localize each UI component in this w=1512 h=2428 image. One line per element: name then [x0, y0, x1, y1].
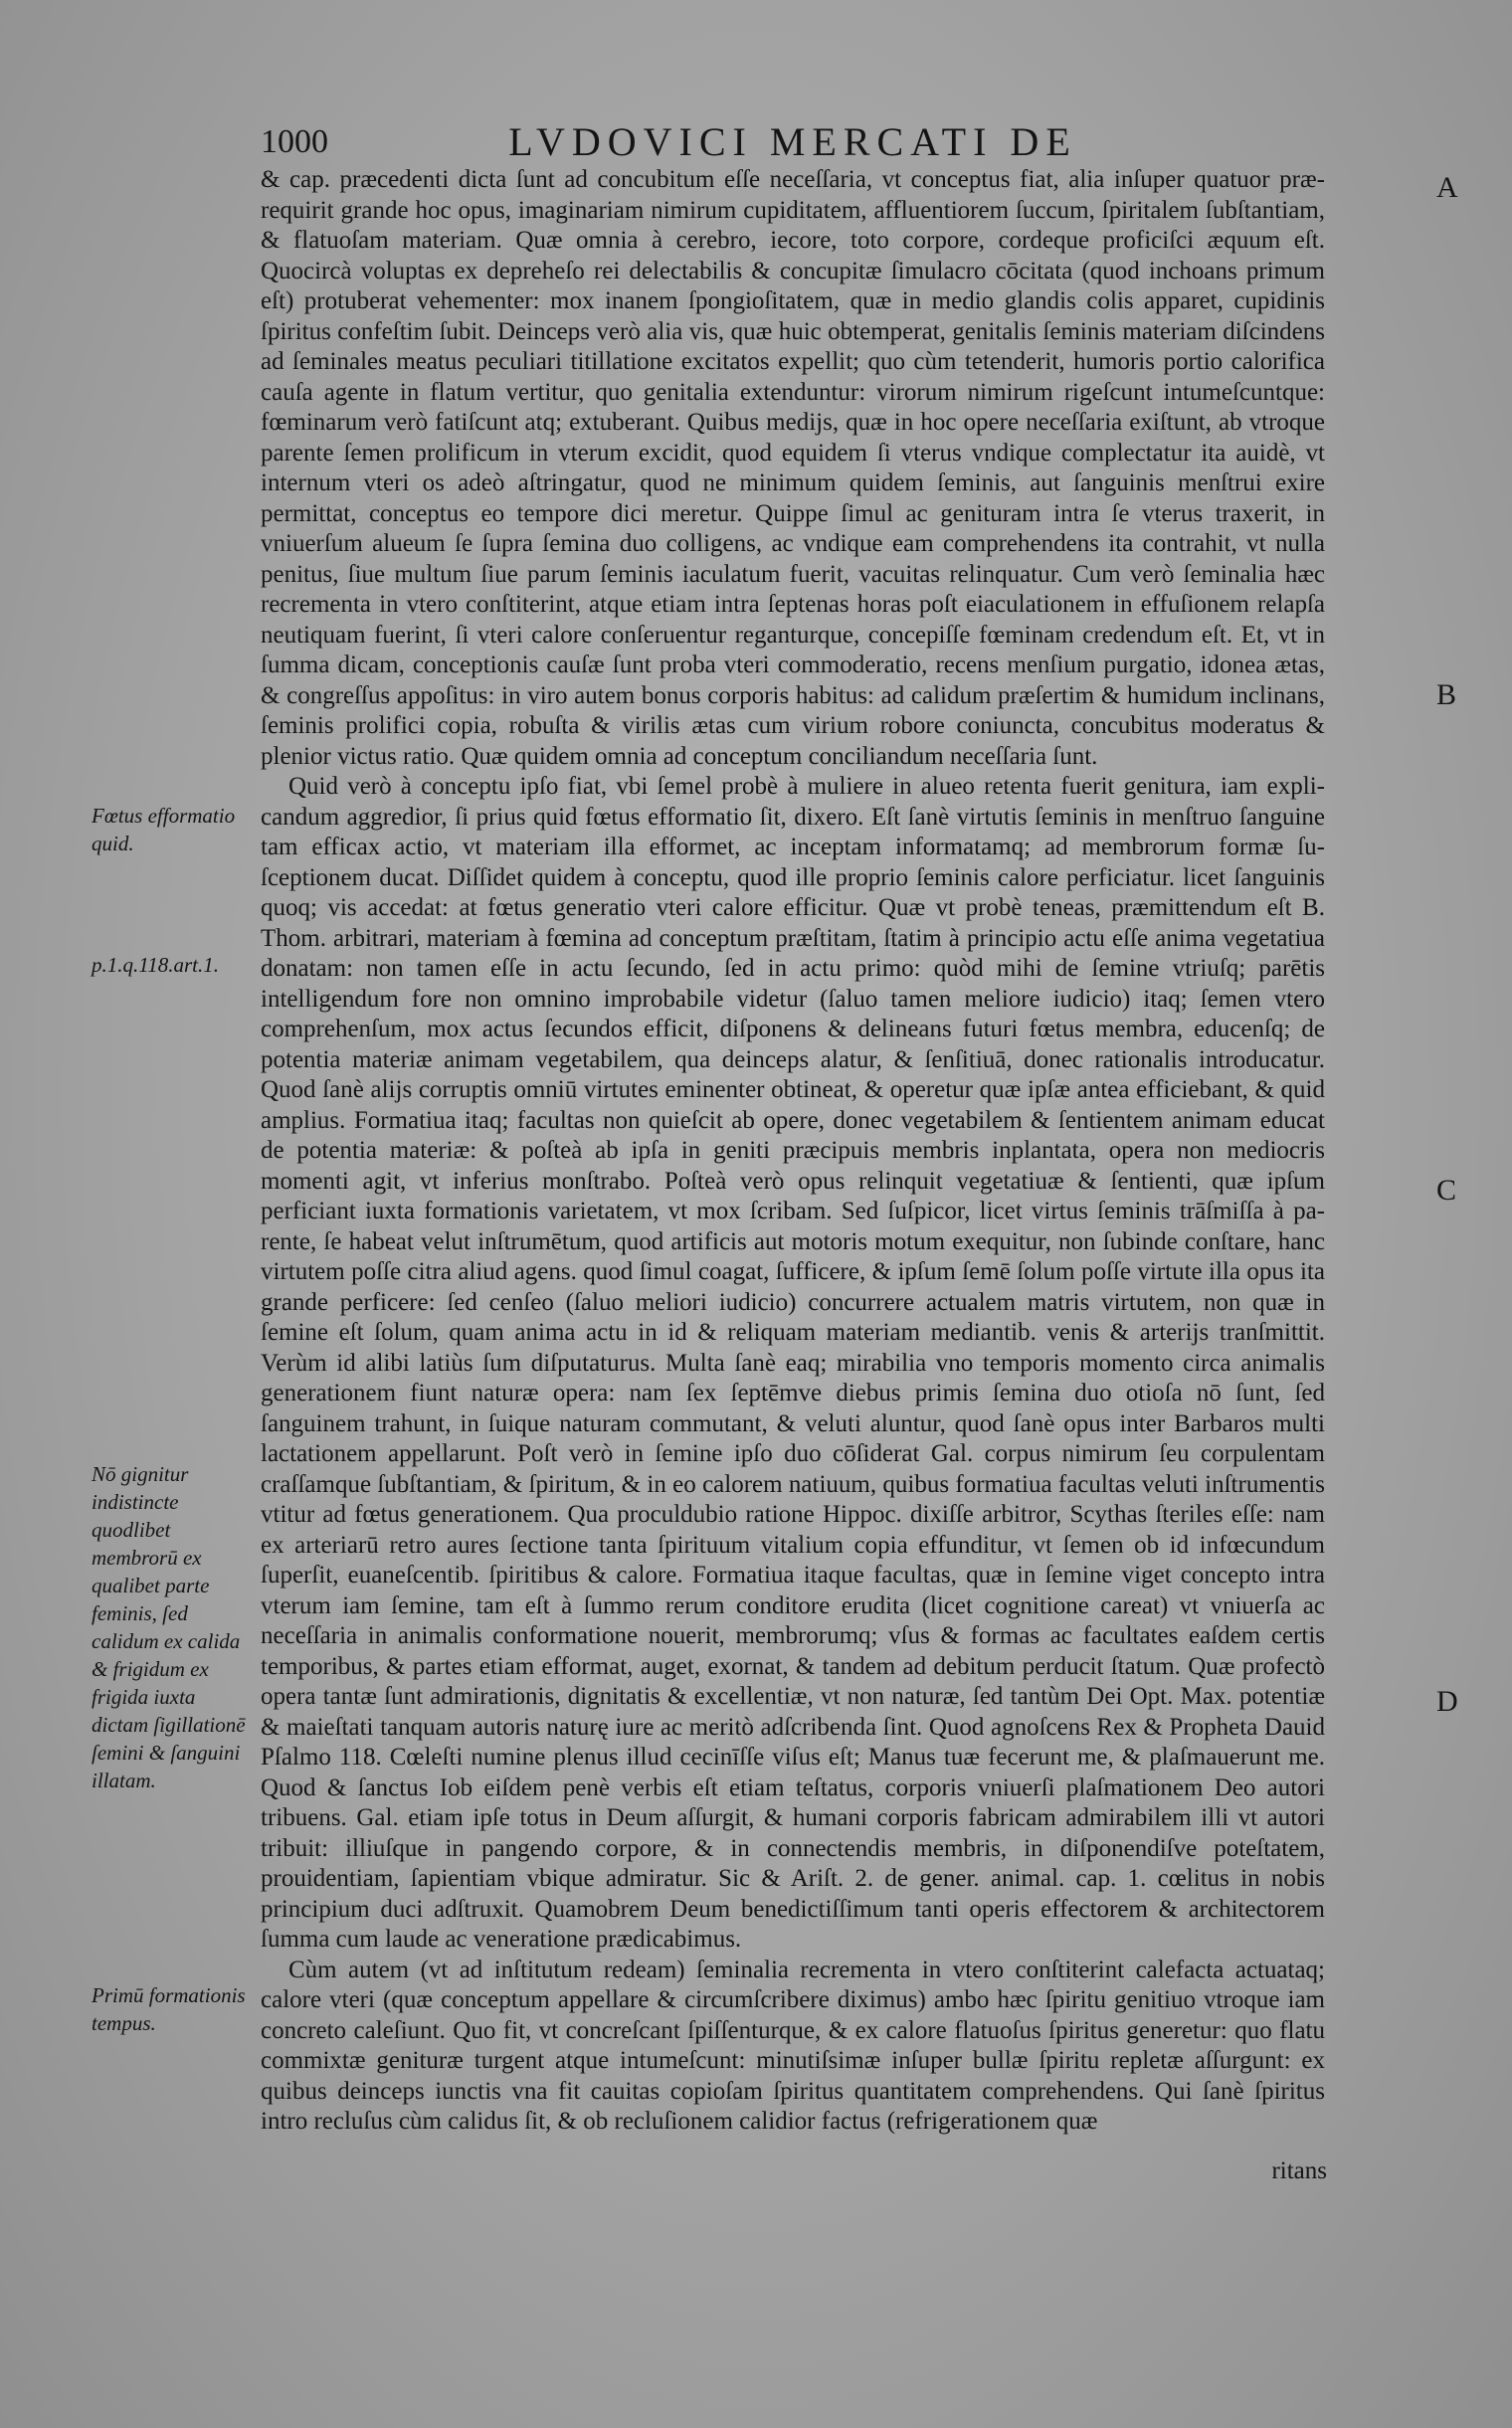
margin-note: Nō gignitur indistincte quodlibet membrorū ex qualibet parte feminis, ſed calidum ex calida & frigidum ex frigida iuxta dictam ſigillationē ſemini & ſanguini illatam. [92, 1462, 246, 1792]
page-number: 1000 [261, 123, 328, 160]
paragraph: & cap. præcedenti dicta ſunt ad concubitum eſſe neceſſaria, vt conceptus fiat, alia inſuper quatuor prærequirit grande hoc opus, imaginariam nimirum cupiditatem, affluentiorem ſuccum, ſpiritalem ſubſtantiam, & flatuoſam materiam. Quæ omnia à cerebro, iecore, toto corpore, cordeque proficiſci æquum eſt. Quocircà voluptas ex depreheſo rei delectabilis & concupitæ ſimulacro cōcitata (quod inchoans primum eſt) protuberat vehementer: mox inanem ſpongioſitatem, quæ in medio glandis colis apparet, cupidinis ſpiritus confeſtim ſubit. Deinceps verò alia vis, quæ huic obtemperat, genitalis ſeminis materiam diſcindens ad ſeminales meatus peculiari titillatione excitatos expellit; quo cùm tetenderit, humoris portio calorifica cauſa agente in flatum vertitur, quo genitalia extenduntur: virorum nimirum rigeſcunt intumeſcuntque: fœminarum verò fatiſcunt atq; extuberant. Quibus medijs, quæ in hoc opere neceſſaria exiſtunt, ab vtroque parente ſemen prolificum in vterum excidit, quod equidem ſi vterus vndique complectatur ita auidè, vt internum vteri os adeò aſtringatur, quod ne minimum quidem ſeminis, aut ſanguinis menſtrui exire permittat, conceptus eo tempore dici meretur. Quippe ſimul ac genituram intra ſe vterus traxerit, in vniuerſum alueum ſe ſupra ſemina duo colligens, ac vndique eam comprehendens ita contrahit, vt nulla penitus, ſiue multum ſiue parum ſeminis iaculatum fuerit, vacuitas relinquatur. Cum verò ſeminalia hæc recrementa in vtero conſtiterint, atque etiam intra ſeptenas horas poſt eiaculationem in effuſionem relapſa neutiquam fuerint, ſi vteri calore conſeruentur reganturque, concepiſſe fœminam credendum eſt. Et, vt in ſumma dicam, conceptionis cauſæ ſunt proba vteri commoderatio, recens menſium purgatio, idonea ætas, & congreſſus appoſitus: in viro autem bonus corporis habitus: ad calidum præſertim & humidum inclinans, ſeminis prolifici copia, robuſta & virilis ætas cum virium robore coniuncta, concubitus moderatus & plenior victus ratio. Quæ quidem omnia ad conceptum conciliandum neceſſaria ſunt. [261, 166, 1325, 770]
running-head: LVDOVICI MERCATI DE [508, 119, 1077, 164]
paragraph: Cùm autem (vt ad inſtitutum redeam) ſeminalia recrementa in vtero conſtiterint calefacta actuataq; calore vteri (quæ conceptum appellare & circumſcribere diximus) ambo hæc ſpiritu genitiuo vtroque iam concreto caleſiunt. Quo fit, vt concreſcant ſpiſſenturque, & ex calore flatuoſus ſpiritus generetur: quo flatu commixtæ genituræ turgent atque intumeſcunt: minutiſsimæ inſuper bullæ ſpiritu repletæ aſſurgunt: ex quibus deinceps iunctis vna fit cauitas copioſam ſpiritus quantitatem comprehendens. Qui ſanè ſpiritus intro recluſus cùm calidus ſit, & ob recluſionem calidior factus (refrigerationem quæ [261, 1956, 1325, 2135]
page-header [261, 117, 1325, 167]
catchword: ritans [1271, 2157, 1327, 2184]
margin-note: Primū formationis tempus. [92, 1983, 246, 2035]
margin-note: p.1.q.118.art.1. [92, 953, 219, 977]
margin-note: Fœtus efformatio quid. [92, 804, 236, 855]
section-letter-c: C [1436, 1174, 1457, 1207]
section-letter-d: D [1436, 1685, 1458, 1718]
paragraph: Quid verò à conceptu ipſo fiat, vbi ſemel probè à muliere in alueo retenta fuerit genitura, iam explicandum aggredior, ſi prius quid fœtus efformatio ſit, dixero. Eſt ſanè virtutis ſeminis in menſtruo ſanguine tam efficax actio, vt materiam illa efformet, ac inceptam informatamq; ad membrorum formæ ſuſceptionem ducat. Diſſidet quidem à conceptu, quod ille proprio ſeminis calore perficiatur. licet ſanguinis quoq; vis accedat: at fœtus generatio vteri calore efficitur. Quæ vt probè teneas, præmittendum eſt B. Thom. arbitrari, materiam à fœmina ad conceptum præſtitam, ſtatim à principio actu eſſe anima vegetatiua donatam: non tamen eſſe in actu ſecundo, ſed in actu primo: quòd mihi de ſemine vtriuſq; parētis intelligendum fore non omnino improbabile videtur (ſaluo tamen meliore iudicio) itaq; ſemen vtero comprehenſum, mox actus ſecundos efficit, diſponens & delineans futuri fœtus membra, educenſq; de potentia materiæ animam vegetabilem, qua deinceps alatur, & ſenſitiuā, donec rationalis introducatur. Quod ſanè alijs corruptis omniū virtutes eminenter obtineat, & operetur quæ ipſæ antea efficiebant, & quid amplius. Formatiua itaq; facultas non quieſcit ab opere, donec vegetabilem & ſentientem animam educat de potentia materiæ: & poſteà ab ipſa in geniti præcipuis membris inplantata, opera non mediocris momenti agit, vt inferius monſtrabo. Poſteà verò opus relinquit vegetatiuæ & ſentienti, quæ ipſum perficiant iuxta formationis varietatem, vt mox ſcribam. Sed ſuſpicor, licet virtus ſeminis trāſmiſſa à parente, ſe habeat velut inſtrumētum, quod artificis aut motoris motum exequitur, non ſubinde conſtare, hanc virtutem poſſe citra aliud agens. quod ſimul coagat, ſufficere, & ipſum ſemē ſolum poſſe virtute illa opus ita grande perficere: ſed cenſeo (ſaluo meliori iudicio) concurrere actualem matris virtutem, non quæ in ſemine eſt ſolum, quam anima actu in id & reliquam materiam mediantib. venis & arterijs tranſmittit. Verùm id alibi latiùs ſum diſputaturus. Multa ſanè eaq; mirabilia vno temporis momento circa animalis generationem fiunt naturæ opera: nam ſex ſeptēmve diebus primis ſemina duo otioſa nō ſunt, ſed ſanguinem trahunt, in ſuique naturam commutant, & veluti aluntur, quod ſanè opus inter Barbaros multi lactationem appellarunt. Poſt verò in ſemine ipſo duo cōſiderat Gal. corpus nimirum ſeu corpulentam craſſamque ſubſtantiam, & ſpiritum, & in eo calorem natiuum, quibus formatiua facultas veluti inſtrumentis vtitur ad fœtus generationem. Qua proculdubio ratione Hippoc. dixiſſe arbitror, Scythas ſteriles eſſe: nam ex arteriarū retro aures ſectione tanta ſpirituum vitalium copia effunditur, vt ſemen ob id infœcundum ſuperſit, euaneſcentib. ſpiritibus & calore. Formatiua itaque facultas, quæ in ſemine viget concepto intra vterum iam ſemine, tam eſt à ſummo rerum conditore erudita (licet cognitione careat) vt vniuerſa ac neceſſaria in animalis conformatione nouerit, membrorumq; vſus & formas ac facultates eaſdem certis temporibus, & partes etiam efformat, auget, exornat, & tandem ad debitum perducit ſtatum. Quæ profectò opera tantæ ſunt admirationis, dignitatis & excellentiæ, vt non naturæ, ſed tantùm Dei Opt. Max. potentiæ & maieſtati tanquam autoris naturę iure ac meritò adſcribenda ſint. Quod agnoſcens Rex & Propheta Dauid Pſalmo 118. Cœleſti numine plenus illud cecinīſſe viſus eſt; Manus tuæ fecerunt me, & plaſmauerunt me. Quod & ſanctus Iob eiſdem penè verbis eſt etiam teſtatus, corporis vniuerſi plaſmationem Deo autori tribuens. Gal. etiam ipſe totus in Deum aſſurgit, & humani corporis fabricam admirabilem illi vt autori tribuit: illiuſque in pangendo corpore, & in connectendis membris, in diſponendiſve poteſtatem, prouidentiam, ſapientiam vbique admiratur. Sic & Ariſt. 2. de gener. animal. cap. 1. cœlitus in nobis principium duci adſtruxit. Quamobrem Deum benedictiſſimum tanti operis effectorem & architectorem ſumma cum laude ac veneratione prædicabimus. [261, 773, 1325, 1953]
main-text [261, 165, 1325, 2138]
section-letter-a: A [1436, 171, 1458, 204]
section-letter-b: B [1436, 678, 1457, 711]
